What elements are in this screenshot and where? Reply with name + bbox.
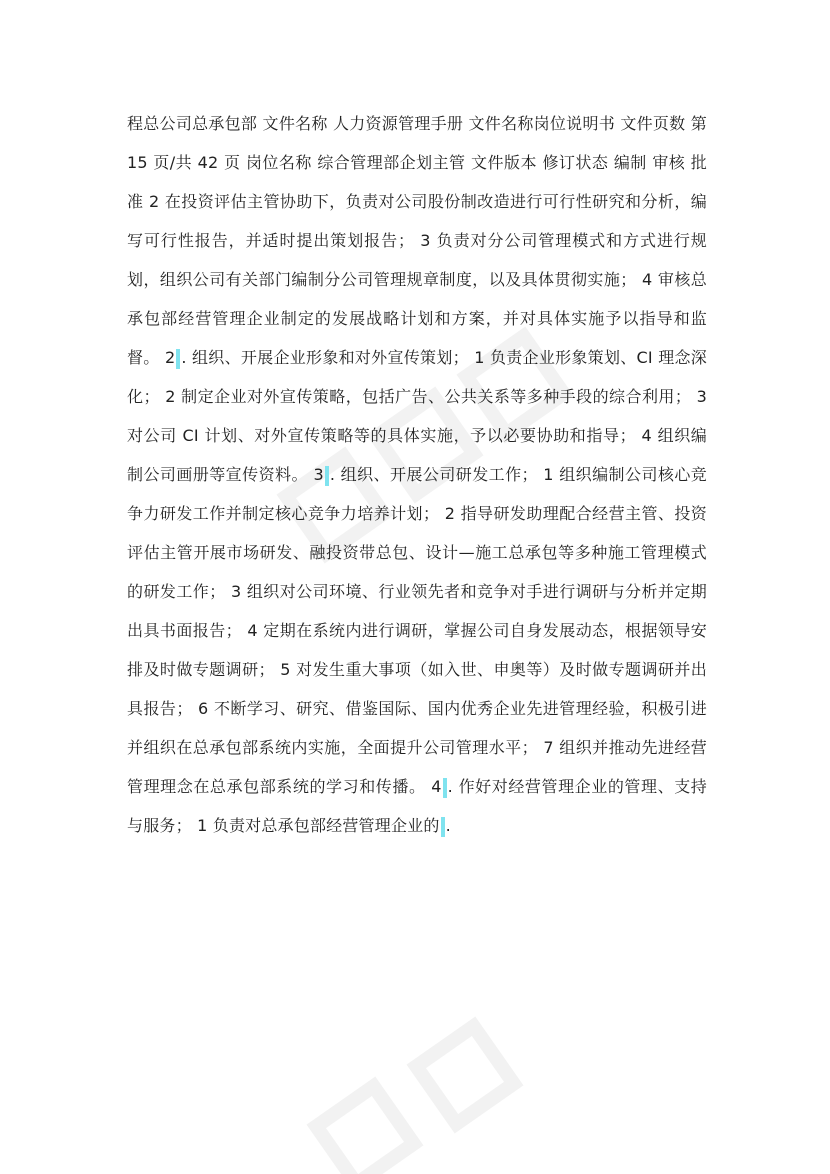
text-segment-5: . <box>445 816 451 835</box>
text-segment-1: 程总公司总承包部 文件名称 人力资源管理手册 文件名称岗位说明书 文件页数 第 15 页/共 42 页 岗位名称 综合管理部企划主管 文件版本 修订状态 编制 审核 批准 2 在投资评估主管协助下，负责对公司股份制改造进行可行性研究和分析，编写可行性报告，并适时提出策划报告； 3 负责对分公司管理模式和方式进行规划，组织公司有关部门编制分公司管理规章制度，以及具体贯彻实施； 4 审核总承包部经营管理企业制定的发展战略计划和方案，并对具体实施予以指导和监督。 2 <box>127 114 707 367</box>
highlight-marker <box>176 349 180 369</box>
text-segment-3: . 组织、开展公司研发工作； 1 组织编制公司核心竞争力研发工作并制定核心竞争力培养计划； 2 指导研发助理配合经营主管、投资评估主管开展市场研发、融投资带总包、设计—施工总承包等多种施工管理模式的研发工作； 3 组织对公司环境、行业领先者和竞争对手进行调研与分析并定期出具书面报告； 4 定期在系统内进行调研，掌握公司自身发展动态，根据领导安排及时做专题调研； 5 对发生重大事项（如入世、申奥等）及时做专题调研并出具报告； 6 不断学习、研究、借鉴国际、国内优秀企业先进管理经验，积极引进并组织在总承包部系统内实施，全面提升公司管理水平； 7 组织并推动先进经营管理理念在总承包部系统的学习和传播。 4 <box>127 465 707 796</box>
text-segment-4: . 作好对经营管理企业的管理、支持与服务； 1 负责对总承包部经营管理企业的 <box>127 777 707 835</box>
highlight-marker <box>443 778 447 798</box>
document-body-text <box>127 104 707 845</box>
text-segment-2: . 组织、开展企业形象和对外宣传策划； 1 负责企业形象策划、CI 理念深化； 2 制定企业对外宣传策略，包括广告、公共关系等多种手段的综合利用； 3 对公司 CI 计划、对外宣传策略等的具体实施，予以必要协助和指导； 4 组织编制公司画册等宣传资料。 3 <box>127 348 707 484</box>
highlight-marker <box>325 466 329 486</box>
highlight-marker <box>441 817 445 837</box>
